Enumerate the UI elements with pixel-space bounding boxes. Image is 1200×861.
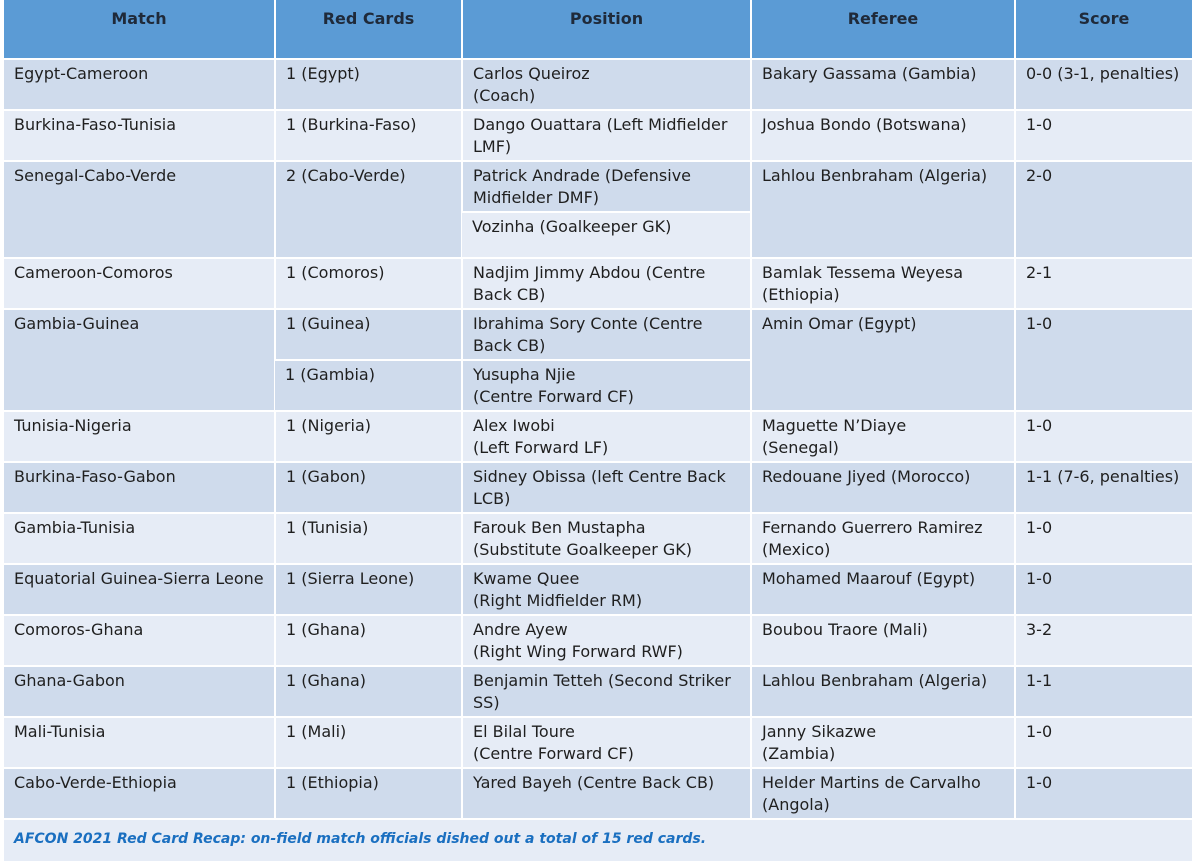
red-cards-cell: 1 (Comoros) <box>275 258 462 309</box>
score-cell: 1-0 <box>1015 309 1192 411</box>
score-cell: 1-1 (7-6, penalties) <box>1015 462 1192 513</box>
referee-cell: Joshua Bondo (Botswana) <box>751 110 1015 161</box>
red-cards-cell: 1 (Guinea) <box>275 309 462 360</box>
score-cell: 0-0 (3-1, penalties) <box>1015 59 1192 110</box>
score-cell: 1-0 <box>1015 768 1192 819</box>
score-cell: 1-0 <box>1015 411 1192 462</box>
match-cell: Egypt-Cameroon <box>4 59 275 110</box>
position-cell: Andre Ayew (Right Wing Forward RWF) <box>462 615 751 666</box>
score-cell: 2-1 <box>1015 258 1192 309</box>
match-cell: Cameroon-Comoros <box>4 258 275 309</box>
score-cell: 2-0 <box>1015 161 1192 258</box>
referee-cell: Janny Sikazwe (Zambia) <box>751 717 1015 768</box>
referee-cell: Amin Omar (Egypt) <box>751 309 1015 411</box>
position-cell: Vozinha (Goalkeeper GK) <box>462 212 751 258</box>
position-cell: Yared Bayeh (Centre Back CB) <box>462 768 751 819</box>
table-row <box>4 309 1192 360</box>
table-row <box>4 258 1192 309</box>
match-cell: Senegal-Cabo-Verde <box>4 161 275 258</box>
match-cell: Cabo-Verde-Ethiopia <box>4 768 275 819</box>
table-row <box>4 717 1192 768</box>
red-cards-cell: 1 (Tunisia) <box>275 513 462 564</box>
red-cards-cell: 1 (Gabon) <box>275 462 462 513</box>
header-row <box>4 0 1192 59</box>
match-cell: Ghana-Gabon <box>4 666 275 717</box>
table-row <box>4 59 1192 110</box>
red-cards-cell: 1 (Egypt) <box>275 59 462 110</box>
score-cell: 1-1 <box>1015 666 1192 717</box>
score-cell: 3-2 <box>1015 615 1192 666</box>
table-row <box>4 110 1192 161</box>
red-cards-cell: 1 (Ghana) <box>275 666 462 717</box>
footer-row <box>4 819 1192 861</box>
header-referee: Referee <box>751 0 1015 59</box>
header-score: Score <box>1015 0 1192 59</box>
red-cards-cell: 2 (Cabo-Verde) <box>275 161 462 258</box>
red-card-table <box>4 0 1192 861</box>
table-row <box>4 513 1192 564</box>
position-cell: Farouk Ben Mustapha (Substitute Goalkeeper GK) <box>462 513 751 564</box>
table-row <box>4 615 1192 666</box>
referee-cell: Lahlou Benbraham (Algeria) <box>751 666 1015 717</box>
referee-cell: Lahlou Benbraham (Algeria) <box>751 161 1015 258</box>
red-cards-cell: 1 (Gambia) <box>275 360 462 411</box>
score-cell: 1-0 <box>1015 717 1192 768</box>
position-cell: Sidney Obissa (left Centre Back LCB) <box>462 462 751 513</box>
score-cell: 1-0 <box>1015 564 1192 615</box>
table-row <box>4 666 1192 717</box>
position-cell: Yusupha Njie (Centre Forward CF) <box>462 360 751 411</box>
red-cards-cell: 1 (Ghana) <box>275 615 462 666</box>
recap-note: AFCON 2021 Red Card Recap: on-field match officials dished out a total of 15 red cards. <box>4 819 1192 861</box>
position-cell: Dango Ouattara (Left Midfielder LMF) <box>462 110 751 161</box>
position-cell: Alex Iwobi (Left Forward LF) <box>462 411 751 462</box>
table-row <box>4 462 1192 513</box>
score-cell: 1-0 <box>1015 110 1192 161</box>
match-cell: Gambia-Tunisia <box>4 513 275 564</box>
position-cell: El Bilal Toure (Centre Forward CF) <box>462 717 751 768</box>
position-cell: Kwame Quee (Right Midfielder RM) <box>462 564 751 615</box>
table-row <box>4 564 1192 615</box>
position-cell: Nadjim Jimmy Abdou (Centre Back CB) <box>462 258 751 309</box>
match-cell: Mali-Tunisia <box>4 717 275 768</box>
position-cell: Carlos Queiroz (Coach) <box>462 59 751 110</box>
match-cell: Tunisia-Nigeria <box>4 411 275 462</box>
referee-cell: Helder Martins de Carvalho (Angola) <box>751 768 1015 819</box>
header-position: Position <box>462 0 751 59</box>
position-cell: Patrick Andrade (Defensive Midfielder DMF) <box>462 161 751 212</box>
match-cell: Burkina-Faso-Gabon <box>4 462 275 513</box>
referee-cell: Fernando Guerrero Ramirez (Mexico) <box>751 513 1015 564</box>
red-card-table-container <box>4 0 1192 861</box>
position-cell: Ibrahima Sory Conte (Centre Back CB) <box>462 309 751 360</box>
red-cards-cell: 1 (Ethiopia) <box>275 768 462 819</box>
header-red-cards: Red Cards <box>275 0 462 59</box>
match-cell: Gambia-Guinea <box>4 309 275 411</box>
referee-cell: Bamlak Tessema Weyesa (Ethiopia) <box>751 258 1015 309</box>
table-row <box>4 161 1192 212</box>
red-cards-cell: 1 (Nigeria) <box>275 411 462 462</box>
referee-cell: Boubou Traore (Mali) <box>751 615 1015 666</box>
score-cell: 1-0 <box>1015 513 1192 564</box>
red-cards-cell: 1 (Mali) <box>275 717 462 768</box>
red-cards-cell: 1 (Burkina-Faso) <box>275 110 462 161</box>
table-row <box>4 411 1192 462</box>
table-row <box>4 768 1192 819</box>
position-cell: Benjamin Tetteh (Second Striker SS) <box>462 666 751 717</box>
referee-cell: Maguette N’Diaye (Senegal) <box>751 411 1015 462</box>
match-cell: Equatorial Guinea-Sierra Leone <box>4 564 275 615</box>
match-cell: Burkina-Faso-Tunisia <box>4 110 275 161</box>
referee-cell: Mohamed Maarouf (Egypt) <box>751 564 1015 615</box>
red-cards-cell: 1 (Sierra Leone) <box>275 564 462 615</box>
match-cell: Comoros-Ghana <box>4 615 275 666</box>
referee-cell: Redouane Jiyed (Morocco) <box>751 462 1015 513</box>
header-match: Match <box>4 0 275 59</box>
referee-cell: Bakary Gassama (Gambia) <box>751 59 1015 110</box>
